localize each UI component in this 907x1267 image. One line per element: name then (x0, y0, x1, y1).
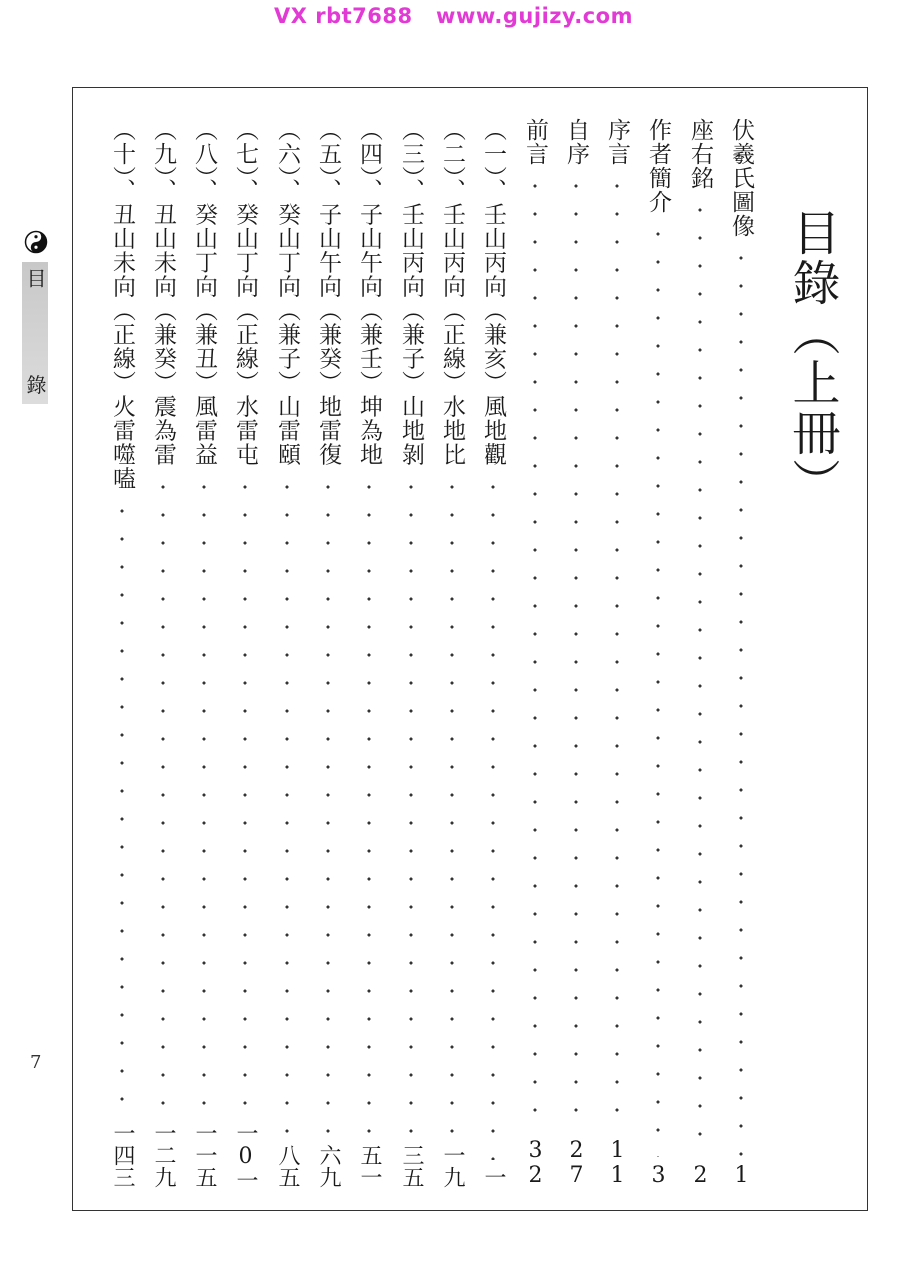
leader-dots (161, 473, 165, 1116)
leader-dots (698, 196, 702, 1157)
toc-entry[interactable] (230, 110, 260, 1190)
toc-entry-page: 11 (605, 1138, 630, 1188)
page-number: 7 (30, 1052, 42, 1073)
toc-entry-page: 1 (729, 1163, 754, 1188)
toc-entry[interactable] (107, 110, 137, 1190)
toc-entry-label: （三）、壬山丙向（兼子）山地剝 (398, 118, 424, 467)
toc-entry[interactable] (148, 110, 178, 1190)
leader-dots (656, 220, 660, 1157)
toc-entry-label: 座右銘 (687, 118, 713, 190)
leader-dots (285, 473, 289, 1138)
side-tab-label: 目 錄 (23, 268, 47, 435)
toc-entry[interactable] (478, 110, 508, 1190)
toc-entry-page: 32 (523, 1138, 548, 1188)
toc-entry-page: 一二九 (151, 1122, 176, 1188)
toc-entry-page: 一九 (440, 1144, 465, 1188)
toc-entry-label: 作者簡介 (645, 118, 671, 214)
toc-entry-label: （一）、壬山丙向（兼亥）風地觀 (480, 118, 506, 467)
toc-entry[interactable] (272, 110, 302, 1190)
toc-entry[interactable] (685, 110, 715, 1190)
toc-entry-label: （九）、丑山未向（兼癸）震為雷 (150, 118, 176, 467)
leader-dots (326, 473, 330, 1138)
toc-entry-label: （七）、癸山丁向（正線）水雷屯 (232, 118, 258, 467)
toc-entry-label: （八）、癸山丁向（兼丑）風雷益 (191, 118, 217, 467)
leader-dots (491, 473, 495, 1160)
toc-entry-label: （四）、子山午向（兼壬）坤為地 (356, 118, 382, 467)
toc-entry-label: （五）、子山午向（兼癸）地雷復 (315, 118, 341, 467)
toc-entry-page: 六九 (316, 1144, 341, 1188)
toc-entry-label: 伏羲氏圖像 (728, 118, 754, 238)
toc-entry[interactable] (354, 110, 384, 1190)
toc-entry[interactable] (396, 110, 426, 1190)
leader-dots (615, 172, 619, 1132)
toc-entry[interactable] (561, 110, 591, 1190)
toc-entry-page: 一四三 (110, 1122, 135, 1188)
toc-entry[interactable] (643, 110, 673, 1190)
leader-dots (120, 497, 124, 1116)
toc-entry-label: （十）、丑山未向（正線）火雷噬嗑 (109, 118, 135, 491)
toc-entry-label: 自序 (563, 118, 589, 166)
leader-dots (739, 244, 743, 1157)
toc-entry-page: 一 (481, 1166, 506, 1188)
toc-entry[interactable] (520, 110, 550, 1190)
leader-dots (202, 473, 206, 1116)
toc-entry-label: （六）、癸山丁向（兼子）山雷頤 (274, 118, 300, 467)
toc-entry-page: 五一 (357, 1144, 382, 1188)
toc-entry-page: 三五 (399, 1144, 424, 1188)
toc-entry-page: 八五 (275, 1144, 300, 1188)
toc-entry[interactable] (189, 110, 219, 1190)
toc-entry-label: 前言 (522, 118, 548, 166)
toc-entry-page: 3 (646, 1163, 671, 1188)
toc-entry-label: （二）、壬山丙向（正線）水地比 (439, 118, 465, 467)
toc-entry[interactable] (602, 110, 632, 1190)
toc-entry-label: 序言 (604, 118, 630, 166)
toc-entry-page: 一一五 (192, 1122, 217, 1188)
leader-dots (533, 172, 537, 1132)
toc-entry-page: 27 (564, 1138, 589, 1188)
toc-entry[interactable] (726, 110, 756, 1190)
leader-dots (409, 473, 413, 1138)
leader-dots (450, 473, 454, 1138)
toc-entry[interactable] (437, 110, 467, 1190)
toc-entry-page: 2 (688, 1163, 713, 1188)
leader-dots (367, 473, 371, 1138)
toc-entry-page: 一0一 (233, 1122, 258, 1191)
yin-yang-icon (24, 230, 48, 254)
page-title: 目錄（上冊） (784, 208, 840, 508)
leader-dots (574, 172, 578, 1132)
leader-dots (243, 473, 247, 1116)
toc-entry[interactable] (313, 110, 343, 1190)
watermark-text: VX rbt7688 www.gujizy.com (274, 4, 633, 28)
